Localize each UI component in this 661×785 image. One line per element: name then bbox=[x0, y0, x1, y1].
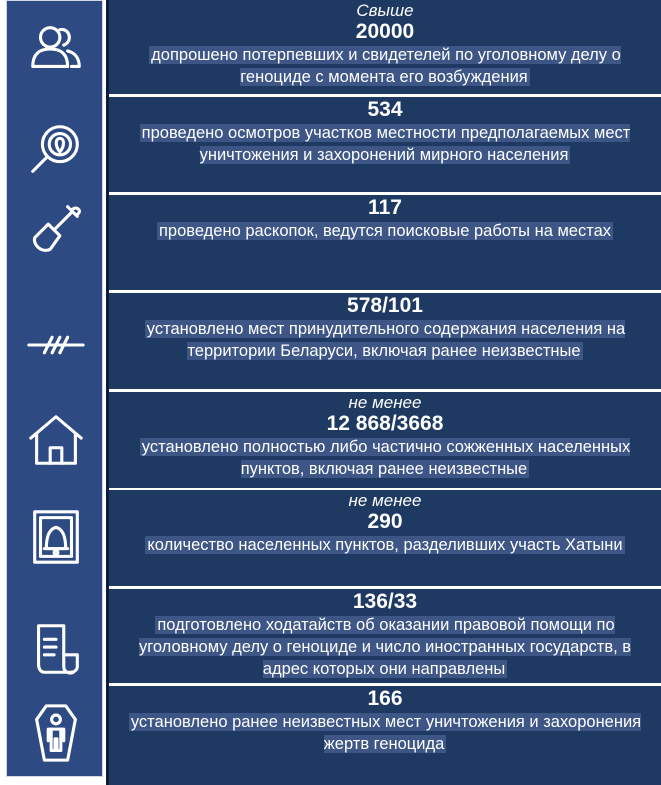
coffin-icon bbox=[7, 702, 104, 764]
stat-description-text: допрошено потерпевших и свидетелей по уголовному делу о геноциде с момента его возбуждения bbox=[151, 46, 621, 86]
barbed-wire-icon bbox=[7, 314, 104, 376]
stat-row bbox=[109, 195, 661, 290]
stat-row bbox=[109, 293, 661, 389]
stat-description-text: проведено осмотров участков местности предполагаемых мест уничтожения и захоронений мирного населения bbox=[141, 124, 631, 164]
stats-list bbox=[109, 0, 661, 785]
stat-number: 166 bbox=[367, 687, 403, 710]
stat-description bbox=[109, 318, 661, 362]
stat-description bbox=[109, 436, 661, 480]
stat-description bbox=[151, 220, 619, 242]
stat-row bbox=[109, 0, 661, 94]
stat-description-text: установлено полностью либо частично сожженных населенных пунктов, включая ранее неизвестные bbox=[141, 438, 631, 478]
stat-row bbox=[109, 490, 661, 586]
stat-description-text: установлено ранее неизвестных мест уничтожения и захоронения жертв геноцида bbox=[130, 713, 642, 753]
stat-number: 290 bbox=[367, 510, 403, 533]
stat-prefix: не менее bbox=[348, 393, 422, 412]
stat-row bbox=[109, 97, 661, 192]
icon-sidebar bbox=[6, 0, 103, 777]
stat-description bbox=[109, 122, 661, 166]
shovel-icon bbox=[7, 197, 104, 259]
stat-row bbox=[109, 392, 661, 488]
house-icon bbox=[7, 409, 104, 471]
stat-description-text: установлено мест принудительного содержания населения на территории Беларуси, включая ранее неизвестные bbox=[146, 320, 626, 360]
stat-row bbox=[109, 589, 661, 683]
document-scroll-icon bbox=[7, 618, 104, 680]
stat-prefix: не менее bbox=[348, 491, 422, 510]
stat-number: 117 bbox=[368, 196, 402, 219]
stat-description-text: подготовлено ходатайств об оказании правовой помощи по уголовному делу о геноциде и число иностранных государств, в адрес которых они направлены bbox=[138, 616, 632, 678]
stat-number: 12 868/3668 bbox=[326, 412, 444, 435]
stat-description bbox=[109, 614, 661, 680]
stat-description-text: проведено раскопок, ведутся поисковые работы на местах bbox=[158, 222, 612, 240]
stat-description bbox=[109, 44, 661, 88]
stat-description bbox=[109, 711, 661, 755]
stat-prefix: Свыше bbox=[356, 1, 414, 20]
stat-description-text: количество населенных пунктов, разделивших участь Хатыни bbox=[147, 536, 623, 554]
stat-number: 534 bbox=[367, 98, 403, 121]
stat-row bbox=[109, 686, 661, 785]
bell-memorial-icon bbox=[7, 506, 104, 568]
people-icon bbox=[7, 18, 104, 80]
stat-number: 578/101 bbox=[347, 294, 423, 317]
stat-number: 136/33 bbox=[352, 590, 418, 613]
location-search-icon bbox=[7, 119, 104, 181]
stat-description bbox=[139, 534, 630, 556]
stat-number: 20000 bbox=[355, 20, 415, 43]
